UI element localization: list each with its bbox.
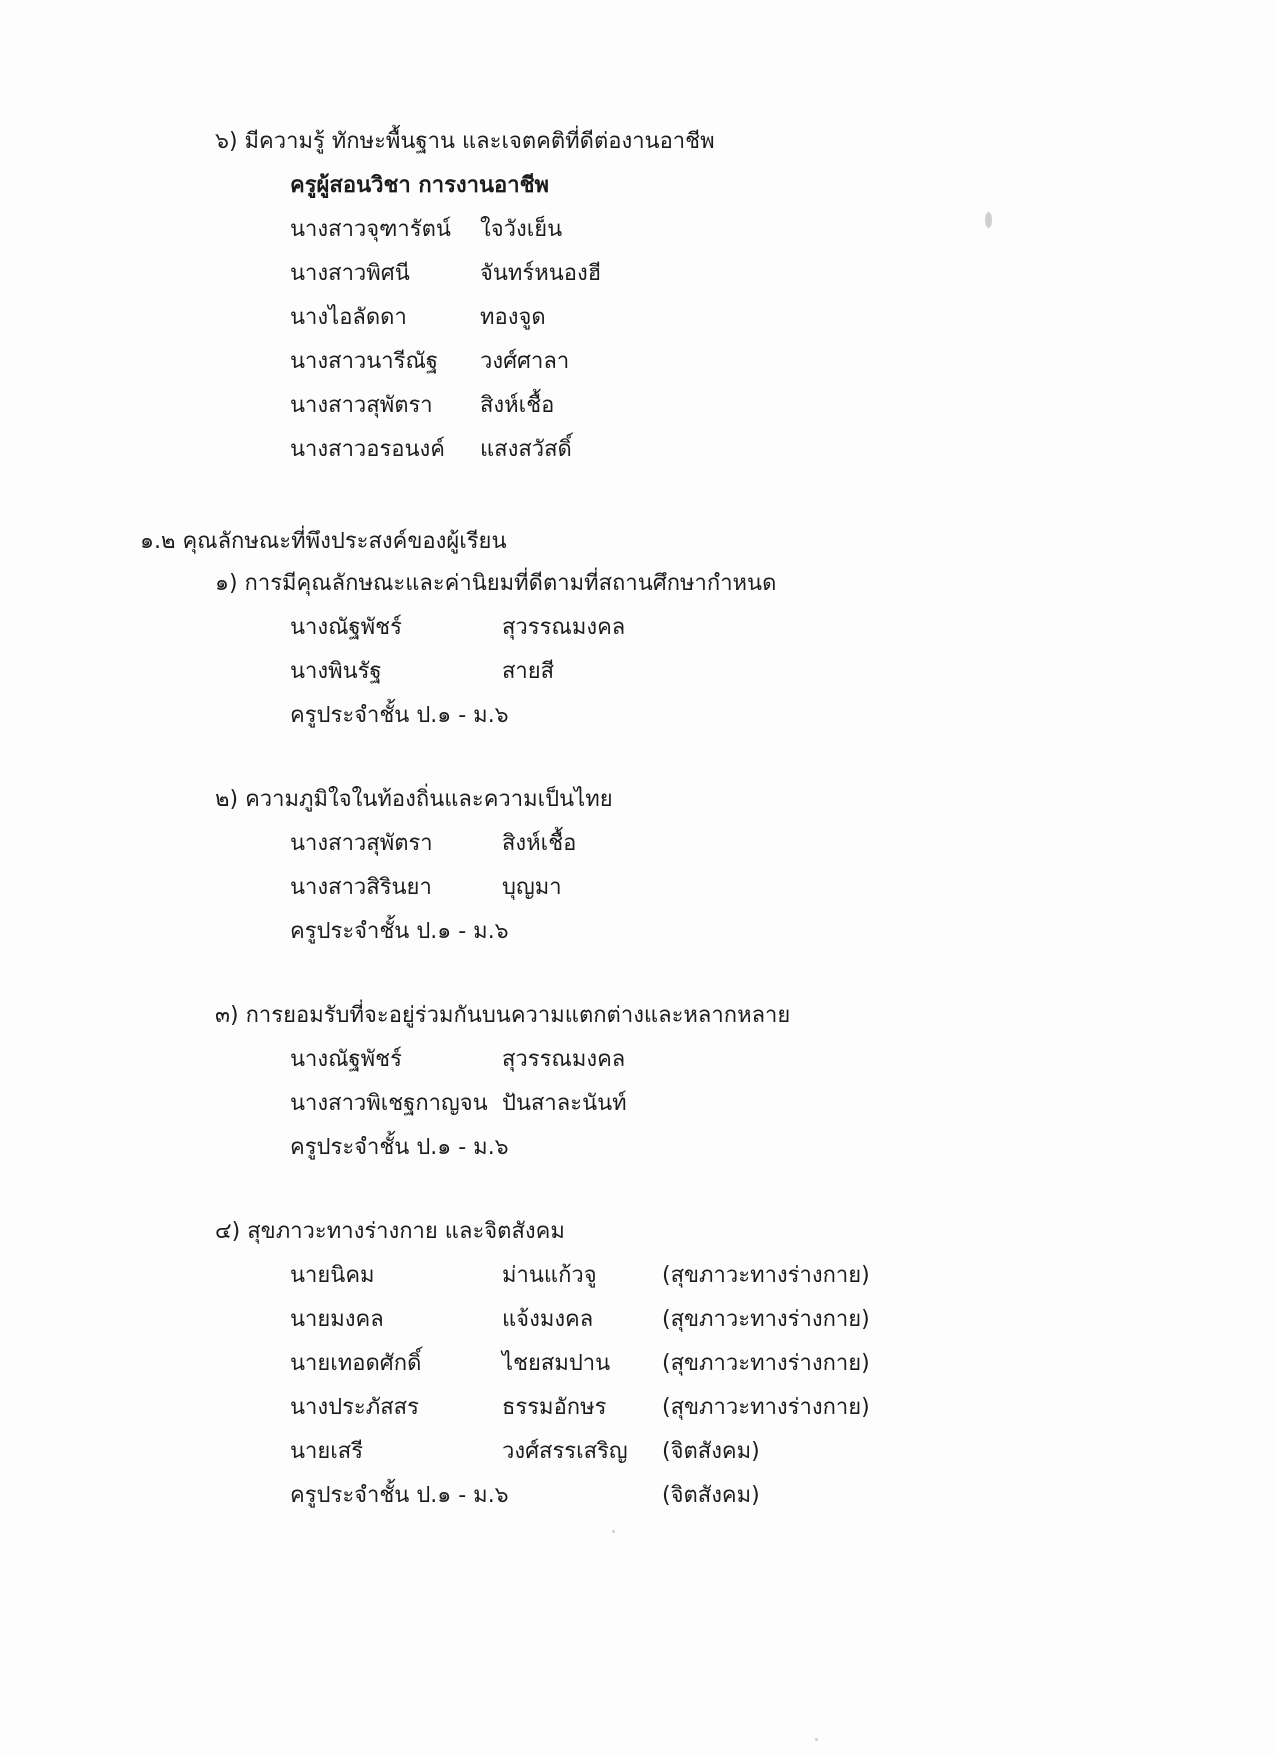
person-last-name: ธรรมอักษร	[502, 1395, 607, 1420]
teacher-first-name: นางไอลัดดา	[290, 305, 407, 330]
person-role: (สุขภาวะทางร่างกาย)	[662, 1307, 870, 1332]
teacher-last-name: จันทร์หนองฮี	[480, 261, 602, 286]
person-role: (จิตสังคม)	[662, 1439, 760, 1464]
person-role: (จิตสังคม)	[662, 1483, 760, 1508]
person-first-name: นางพินรัฐ	[290, 659, 382, 684]
person-first-name: นางณัฐพัชร์	[290, 1047, 402, 1072]
person-first-name: นายมงคล	[290, 1307, 384, 1332]
person-last-name: ปันสาละนันท์	[502, 1091, 627, 1116]
person-first-name: นางสาวสิรินยา	[290, 875, 432, 900]
person-last-name: สุวรรณมงคล	[502, 1047, 626, 1072]
section-6-subheading: ครูผู้สอนวิชา การงานอาชีพ	[290, 173, 550, 198]
person-last-name: สายสี	[502, 659, 555, 684]
teacher-last-name: วงศ์ศาลา	[480, 349, 570, 374]
person-last-name: ไชยสมปาน	[502, 1351, 611, 1376]
homeroom-note-text: ครูประจำชั้น ป.๑ - ม.๖	[290, 1135, 509, 1160]
person-last-name: ม่านแก้วจู	[502, 1263, 597, 1288]
person-role: (สุขภาวะทางร่างกาย)	[662, 1395, 870, 1420]
teacher-last-name: ทองจูด	[480, 305, 546, 330]
teacher-first-name: นางสาวพิศนี	[290, 261, 410, 286]
homeroom-note-text: ครูประจำชั้น ป.๑ - ม.๖	[290, 703, 509, 728]
section-6-heading: ๖) มีความรู้ ทักษะพื้นฐาน และเจตคติที่ดีต่องานอาชีพ	[215, 129, 715, 154]
teacher-last-name: แสงสวัสดิ์	[480, 437, 572, 462]
teacher-first-name: นางสาวจุฑารัตน์	[290, 217, 451, 242]
section-1-2-heading: ๑.๒ คุณลักษณะที่พึงประสงค์ของผู้เรียน	[140, 529, 507, 554]
teacher-first-name: นางสาวนารีณัฐ	[290, 349, 439, 374]
person-first-name: ครูประจำชั้น ป.๑ - ม.๖	[290, 1483, 509, 1508]
person-first-name: นายเทอดศักดิ์	[290, 1351, 422, 1376]
item-1-title: ๑) การมีคุณลักษณะและค่านิยมที่ดีตามที่สถานศึกษากำหนด	[215, 571, 777, 596]
homeroom-note-text: ครูประจำชั้น ป.๑ - ม.๖	[290, 919, 509, 944]
person-last-name: สุวรรณมงคล	[502, 615, 626, 640]
item-3-title: ๓) การยอมรับที่จะอยู่ร่วมกันบนความแตกต่างและหลากหลาย	[215, 1003, 791, 1028]
person-last-name: บุญมา	[502, 875, 562, 900]
person-last-name: สิงห์เชื้อ	[502, 831, 577, 856]
scan-speck	[815, 1738, 818, 1741]
person-last-name: วงศ์สรรเสริญ	[502, 1439, 628, 1464]
person-first-name: นางสาวสุพัตรา	[290, 831, 433, 856]
person-role: (สุขภาวะทางร่างกาย)	[662, 1263, 870, 1288]
scan-speck	[985, 212, 992, 228]
person-role: (สุขภาวะทางร่างกาย)	[662, 1351, 870, 1376]
teacher-last-name: สิงห์เชื้อ	[480, 393, 555, 418]
teacher-first-name: นางสาวสุพัตรา	[290, 393, 433, 418]
person-last-name: แจ้งมงคล	[502, 1307, 594, 1332]
person-first-name: นายเสรี	[290, 1439, 364, 1464]
scan-speck	[612, 1530, 615, 1533]
person-first-name: นางประภัสสร	[290, 1395, 419, 1420]
person-first-name: นางสาวพิเชฐกาญจน	[290, 1091, 488, 1116]
teacher-last-name: ใจวังเย็น	[480, 217, 563, 242]
person-first-name: นายนิคม	[290, 1263, 375, 1288]
person-first-name: นางณัฐพัชร์	[290, 615, 402, 640]
item-2-title: ๒) ความภูมิใจในท้องถิ่นและความเป็นไทย	[215, 787, 613, 812]
teacher-first-name: นางสาวอรอนงค์	[290, 437, 446, 462]
item-4-title: ๔) สุขภาวะทางร่างกาย และจิตสังคม	[215, 1219, 565, 1244]
